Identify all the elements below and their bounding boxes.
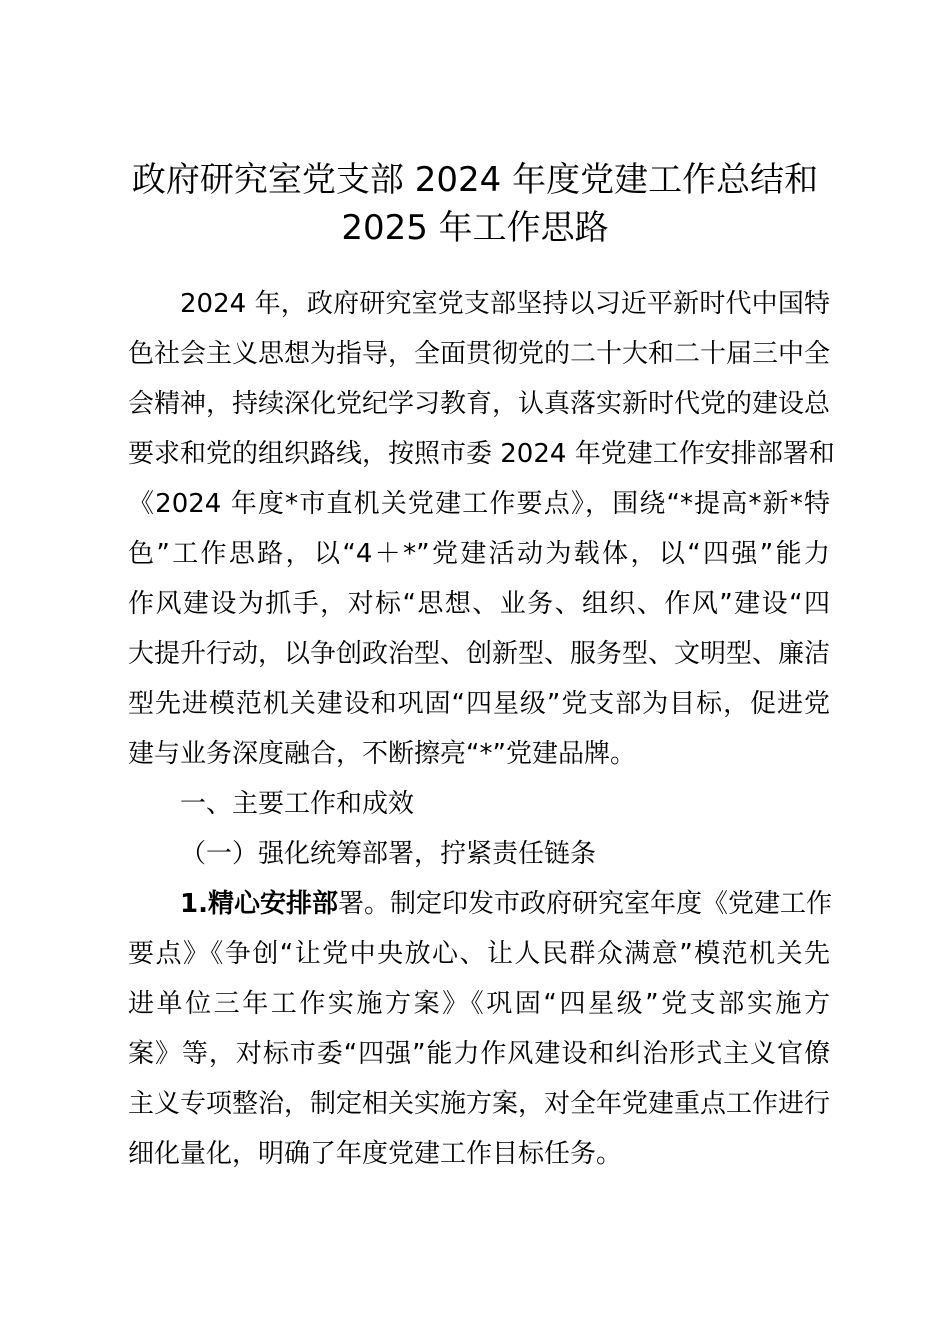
section-heading-1: 一、主要工作和成效: [180, 789, 415, 819]
intro-paragraph-line: 色”工作思路，以“4＋*”党建活动为载体，以“四强”能力: [128, 539, 830, 569]
item-1-line: 进单位三年工作实施方案》《巩固“四星级”党支部实施方: [128, 989, 830, 1019]
item-1-bold-lead: 1.精心安排部: [180, 889, 338, 919]
intro-paragraph-line: 色社会主义思想为指导，全面贯彻党的二十大和二十届三中全: [128, 339, 831, 369]
intro-paragraph-line: 型先进模范机关建设和巩固“四星级”党支部为目标，促进党: [128, 689, 830, 719]
item-1-line: 细化量化，明确了年度党建工作目标任务。: [128, 1139, 623, 1169]
section-heading-2: （一）强化统筹部署，拧紧责任链条: [180, 839, 597, 869]
document-title-line-2: 2025 年工作思路: [341, 208, 609, 248]
intro-paragraph-line: 要求和党的组织路线，按照市委 2024 年党建工作安排部署和: [128, 439, 835, 469]
item-1-line: 要点》《争创“让党中央放心、让人民群众满意”模范机关先: [128, 939, 830, 969]
intro-paragraph-line: 作风建设为抓手，对标“思想、业务、组织、作风”建设“四: [128, 589, 830, 619]
document-title-line-1: 政府研究室党支部 2024 年度党建工作总结和: [131, 160, 819, 200]
intro-paragraph-line: 《2024 年度*市直机关党建工作要点》，围绕“*提高*新*特: [128, 489, 830, 519]
intro-paragraph-line: 建与业务深度融合，不断擦亮“*”党建品牌。: [128, 739, 636, 769]
intro-paragraph-line: 大提升行动，以争创政治型、创新型、服务型、文明型、廉洁: [128, 639, 831, 669]
item-1-first-line: [180, 888, 830, 920]
intro-paragraph-line: 会精神，持续深化党纪学习教育，认真落实新时代党的建设总: [128, 389, 831, 419]
item-1-line: 主义专项整治，制定相关实施方案，对全年党建重点工作进行: [128, 1089, 831, 1119]
intro-paragraph-line: 2024 年，政府研究室党支部坚持以习近平新时代中国特: [180, 289, 830, 319]
item-1-line: 案》等，对标市委“四强”能力作风建设和纠治形式主义官僚: [128, 1039, 830, 1069]
item-1-first-line-rest: 署。制定印发市政府研究室年度《党建工作: [337, 889, 832, 919]
